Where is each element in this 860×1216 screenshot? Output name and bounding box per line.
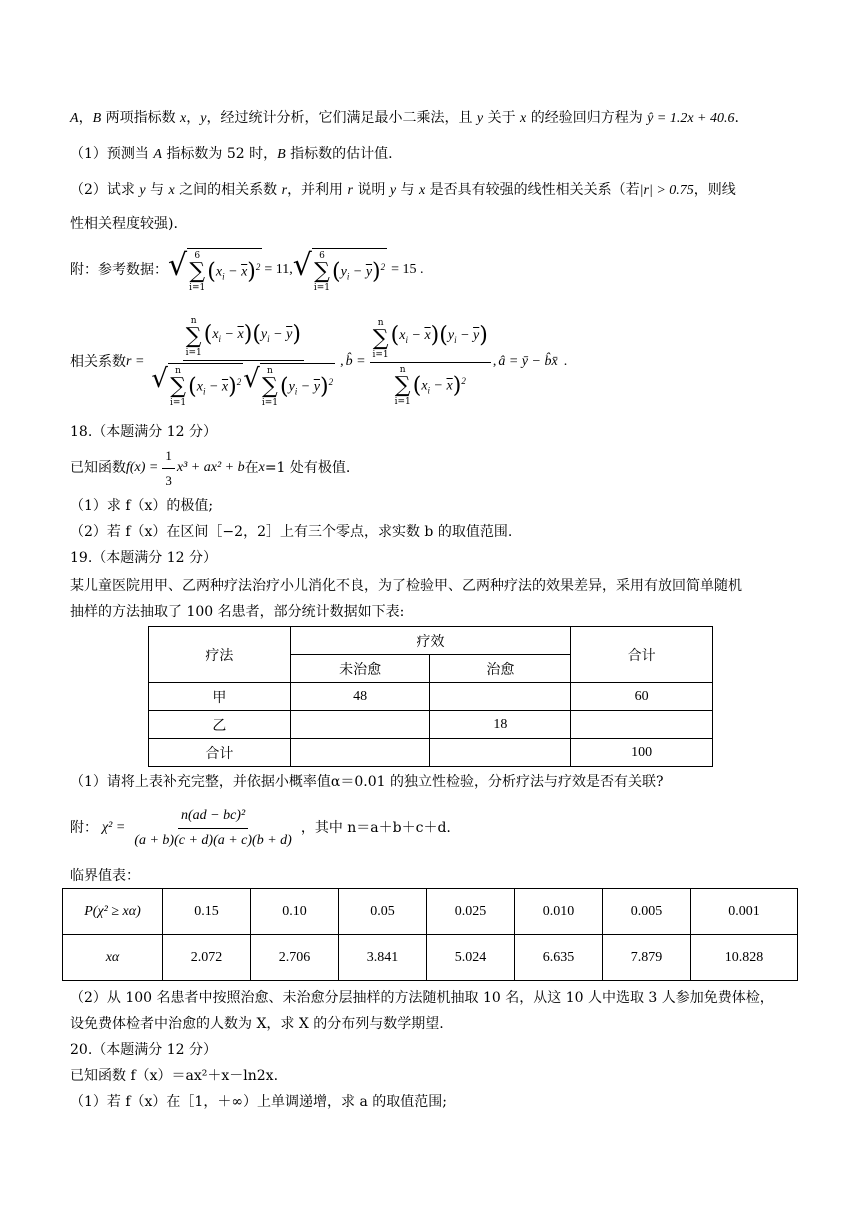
question-1-line xyxy=(70,144,393,165)
text: 已知函数 xyxy=(70,460,126,476)
var-y: y xyxy=(476,111,484,126)
q19-sub-1: （1）请将上表补充完整，并依据小概率值α＝0.01 的独立性检验，分析疗法与疗效是否有关联? xyxy=(70,774,664,790)
text: 是否具有较强的线性相关关系（若 xyxy=(425,182,640,198)
q18-title: 18.（本题满分 12 分） xyxy=(70,424,217,440)
q19-sub-2-line-2: 设免费体检者中治愈的人数为 X，求 X 的分布列与数学期望. xyxy=(70,1016,444,1032)
denominator: 3 xyxy=(165,472,172,488)
lower-limit: i=1 xyxy=(313,282,331,293)
q20-title: 20.（本题满分 12 分） xyxy=(70,1042,217,1058)
text: ，则线 xyxy=(693,182,736,198)
q19-title: 19.（本题满分 12 分） xyxy=(70,550,217,566)
cell: 6.635 xyxy=(515,935,603,981)
cell: 0.001 xyxy=(691,889,798,935)
var-x: x xyxy=(419,183,426,198)
table-row xyxy=(149,683,713,711)
correlation-formula: 相关系数 r = n ∑ i=1 $(x_i - \overline{x})(y_i - \overline{y})$ √ n ∑ i=1 $(x_i - \overline{x})^2$ √ n ∑ i=1 $(y_i - \overline{y})^2$ , b̂ = n ∑ i=1 $(x_i - \overline{x})(y_i - \overline{y})$ n ∑ i=1 $(x_i - \overline{x})^2$ , â = ȳ − b̂x̄ . xyxy=(70,316,568,408)
cell: 2.706 xyxy=(251,935,339,981)
reference-data xyxy=(70,246,424,294)
header-effect: 疗效 xyxy=(290,627,570,655)
text: （2）试求 xyxy=(70,182,140,198)
question-2-line-2 xyxy=(70,214,178,234)
contingency-table xyxy=(148,626,713,767)
upper-limit: n xyxy=(266,366,273,376)
var-x: x xyxy=(180,111,187,126)
chi-square-formula xyxy=(70,800,451,856)
critical-label: 临界值表： xyxy=(70,868,140,884)
period: . xyxy=(734,110,739,126)
cell: 0.010 xyxy=(515,889,603,935)
header-total: 合计 xyxy=(571,627,713,683)
text: 在 xyxy=(244,460,259,476)
text: =1 处有极值. xyxy=(264,460,351,476)
chi-denominator: (a + b)(c + d)(a + c)(b + d) xyxy=(134,832,292,848)
table-row xyxy=(63,889,798,935)
b-fraction: n ∑ i=1 $(x_i - \overline{x})(y_i - \overline{y})$ n ∑ i=1 $(x_i - \overline{x})^2$ xyxy=(370,318,491,407)
lower-limit: i=1 xyxy=(261,398,278,408)
table-row xyxy=(149,711,713,739)
f-of-x: f(x) = xyxy=(126,460,159,475)
q18-sub-1: （1）求 f（x）的极值; xyxy=(70,498,214,514)
period: . xyxy=(563,354,568,369)
cell: 7.879 xyxy=(603,935,691,981)
var-a: A xyxy=(70,111,79,126)
lower-limit: i=1 xyxy=(394,396,411,407)
one-third xyxy=(162,446,175,491)
q18-intro xyxy=(70,448,350,488)
text: 与 xyxy=(145,182,169,198)
chi-label: 附： xyxy=(70,820,98,836)
row-head-x: xα xyxy=(63,935,163,981)
upper-limit: n xyxy=(399,364,406,375)
text: ， xyxy=(186,110,201,126)
chi-numerator: n(ad − bc)² xyxy=(178,806,248,829)
cell: 10.828 xyxy=(691,935,798,981)
cell xyxy=(430,739,571,767)
cell xyxy=(571,711,713,739)
q18-sub-2: （2）若 f（x）在区间［−2，2］上有三个零点，求实数 b 的取值范围. xyxy=(70,524,513,540)
text: 的经验回归方程为 xyxy=(526,110,648,126)
cell: 100 xyxy=(571,739,713,767)
var-b: B xyxy=(277,147,286,162)
var-x: x xyxy=(520,111,527,126)
critical-value-table xyxy=(62,888,798,981)
header-method: 疗法 xyxy=(149,627,291,683)
cell: 5.024 xyxy=(427,935,515,981)
cell xyxy=(290,739,430,767)
var-b: B xyxy=(92,111,102,126)
sqrt-sum-x: √ 6 ∑ i=1 $(x_i - \overline{x})^2$ xyxy=(168,247,261,293)
var-a: A xyxy=(153,147,162,162)
text: 指标数的估计值. xyxy=(285,146,393,162)
r-symbol: r = xyxy=(126,354,145,369)
var-r: r xyxy=(347,183,353,198)
lower-limit: i=1 xyxy=(372,349,389,360)
text: 之间的相关系数 xyxy=(174,182,282,198)
cell: 2.072 xyxy=(163,935,251,981)
var-x: x xyxy=(168,183,175,198)
header-uncured: 未治愈 xyxy=(290,655,430,683)
cell: 3.841 xyxy=(339,935,427,981)
question-2-line-1 xyxy=(70,180,736,201)
text: 性相关程度较强). xyxy=(70,216,178,232)
cell: 48 xyxy=(290,683,430,711)
lower-limit: i=1 xyxy=(189,282,206,293)
cell: 0.10 xyxy=(251,889,339,935)
cell: 18 xyxy=(430,711,571,739)
value-11: = 11, xyxy=(264,262,293,277)
q19-line-1: 某儿童医院用甲、乙两种疗法治疗小儿消化不良，为了检验甲、乙两种疗法的效果差异，采用有放回简单随机 xyxy=(70,578,742,594)
upper-limit: n xyxy=(377,317,384,328)
sqrt-sum-y: √ 6 ∑ i=1 $(y_i - \overline{y})^2$ xyxy=(292,247,386,293)
corr-label: 相关系数 xyxy=(70,354,126,370)
r-fraction: n ∑ i=1 $(x_i - \overline{x})(y_i - \overline{y})$ √ n ∑ i=1 $(x_i - \overline{x})^2$ √ n ∑ i=1 $(y_i - \overline{y})^2$ xyxy=(151,316,334,408)
polynomial: x³ + ax² + b xyxy=(176,460,245,475)
text: 两项指标数 xyxy=(101,110,181,126)
var-y: y xyxy=(200,111,207,126)
table-row xyxy=(149,739,713,767)
upper-limit: n xyxy=(190,316,197,326)
cell: 0.15 xyxy=(163,889,251,935)
text: 与 xyxy=(396,182,419,198)
text: （1）预测当 xyxy=(70,146,154,162)
q20-intro: 已知函数 f（x）＝ax²＋x－ln2x. xyxy=(70,1068,279,1084)
table-row xyxy=(63,935,798,981)
regression-equation: ŷ = 1.2x + 40.6 xyxy=(647,111,735,126)
value-15: = 15 . xyxy=(391,262,424,277)
cell: 60 xyxy=(571,683,713,711)
var-y: y xyxy=(139,183,146,198)
cell xyxy=(430,683,571,711)
chi-fraction xyxy=(131,806,295,851)
var-r: r xyxy=(281,183,288,198)
q19-sub-2-line-1: （2）从 100 名患者中按照治愈、未治愈分层抽样的方法随机抽取 10 名，从这 10 人中选取 3 人参加免费体检， xyxy=(70,990,774,1006)
text: 说明 xyxy=(352,182,390,198)
cell: 0.005 xyxy=(603,889,691,935)
var-x: x xyxy=(258,460,265,475)
ref-label: 附：参考数据： xyxy=(70,262,168,278)
upper-limit: 6 xyxy=(194,250,201,261)
b-hat-symbol: b̂ = xyxy=(345,354,366,369)
cell: 0.025 xyxy=(427,889,515,935)
cell: 甲 xyxy=(149,683,291,711)
text: 指标数为 52 时， xyxy=(161,146,278,162)
text: 关于 xyxy=(483,110,521,126)
q19-line-2: 抽样的方法抽取了 100 名患者，部分统计数据如下表: xyxy=(70,604,405,620)
chi-symbol: χ² = xyxy=(102,820,126,835)
header-cured: 治愈 xyxy=(430,655,571,683)
var-y: y xyxy=(389,183,397,198)
lower-limit: i=1 xyxy=(185,348,202,358)
lower-limit: i=1 xyxy=(169,398,187,408)
upper-limit: 6 xyxy=(319,250,325,261)
text: ，经过统计分析，它们满足最小二乘法，且 xyxy=(206,110,477,126)
cell: 合计 xyxy=(149,739,291,767)
text: ，并利用 xyxy=(287,182,348,198)
intro-line-1 xyxy=(70,108,739,129)
row-head-p: P(χ² ≥ xα) xyxy=(63,889,163,935)
numerator: 1 xyxy=(162,446,175,469)
text: ， xyxy=(78,110,93,126)
upper-limit: n xyxy=(175,366,181,376)
cell: 0.05 xyxy=(339,889,427,935)
condition: |r| > 0.75 xyxy=(639,183,694,198)
q20-sub-1: （1）若 f（x）在［1，＋∞）上单调递增，求 a 的取值范围; xyxy=(70,1094,447,1110)
a-hat-formula: â = ȳ − b̂x̄ xyxy=(498,354,558,369)
chi-note: ，其中 n＝a＋b＋c＋d. xyxy=(300,820,451,836)
cell: 乙 xyxy=(149,711,291,739)
cell xyxy=(290,711,430,739)
